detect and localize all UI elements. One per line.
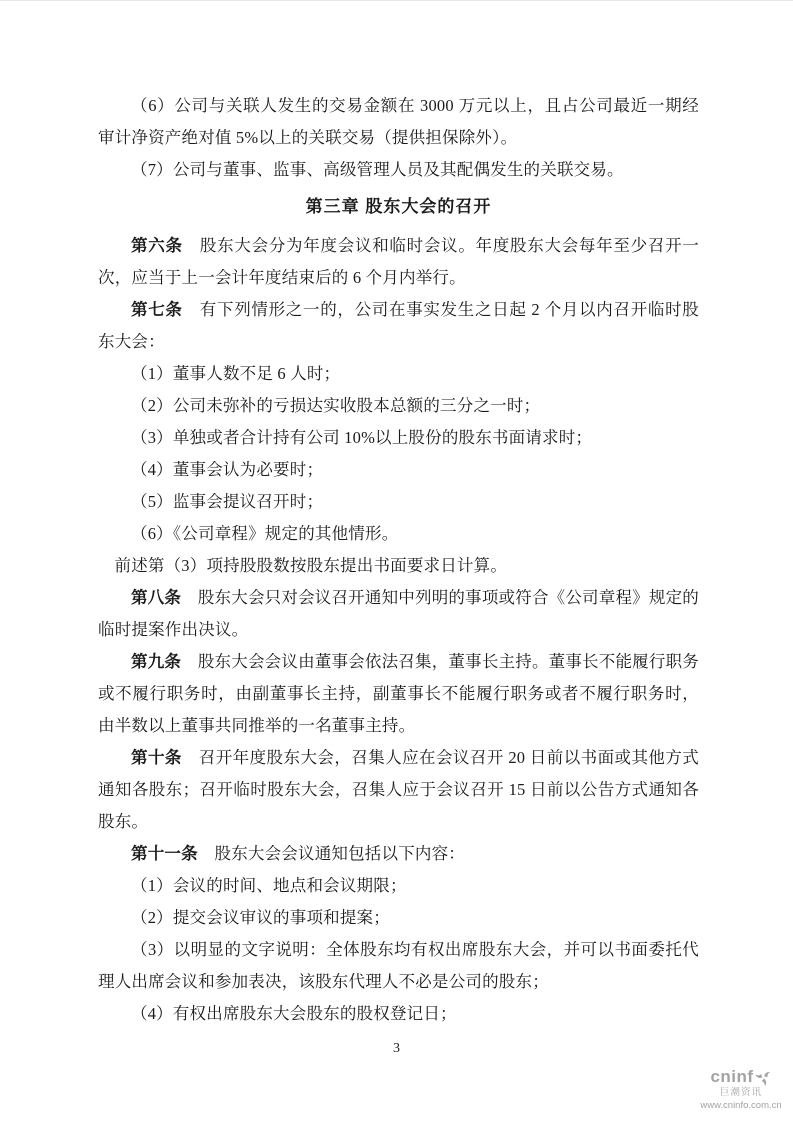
text-run: 股东大会会议通知包括以下内容：: [197, 844, 466, 863]
text-run: （3）单独或者合计持有公司 10%以上股份的股东书面请求时；: [131, 428, 593, 447]
page-number: 3: [393, 1041, 400, 1056]
cninfo-watermark: [693, 1068, 789, 1111]
body-paragraph: [98, 154, 699, 186]
article-paragraph: [98, 230, 699, 294]
cninfo-logo: [710, 1068, 771, 1087]
text-run: （6）《公司章程》规定的其他情形。: [131, 524, 399, 543]
body-paragraph: [98, 486, 699, 518]
body-paragraph: [98, 870, 699, 902]
body-paragraph: [98, 550, 699, 582]
text-run: （3）以明显的文字说明：全体股东均有权出席股东大会，并可以书面委托代理人出席会议和参加表决，该股东代理人不必是公司的股东；: [98, 940, 699, 991]
text-run: （5）监事会提议召开时；: [131, 492, 324, 511]
article-paragraph: [98, 294, 699, 358]
body-paragraph: [98, 902, 699, 934]
body-paragraph: [98, 998, 699, 1030]
text-run: （7）公司与董事、监事、高级管理人员及其配偶发生的关联交易。: [131, 160, 624, 179]
article-number: 第十条: [131, 749, 182, 767]
text-run: （2）提交会议审议的事项和提案；: [131, 908, 390, 927]
text-run: （4）有权出席股东大会股东的股权登记日；: [131, 1004, 457, 1023]
article-number: 第六条: [131, 237, 183, 255]
article-paragraph: [98, 742, 699, 838]
text-run: 股东大会会议由董事会依法召集，董事长主持。董事长不能履行职务或不履行职务时，由副董事长主持，副董事长不能履行职务或者不履行职务时，由半数以上董事共同推举的一名董事主持。: [98, 652, 699, 735]
cninfo-chinese-name: 巨潮资讯: [719, 1087, 762, 1099]
text-run: （2）公司未弥补的亏损达实收股本总额的三分之一时；: [131, 396, 541, 415]
text-run: 第三章 股东大会的召开: [305, 197, 492, 216]
cninfo-brand-text: cninf: [710, 1067, 754, 1087]
text-run: （6）公司与关联人发生的交易金额在 3000 万元以上，且占公司最近一期经审计净资产绝对值 5%以上的关联交易（提供担保除外）。: [98, 96, 699, 147]
article-number: 第八条: [131, 589, 182, 607]
body-paragraph: [98, 422, 699, 454]
body-paragraph: [98, 934, 699, 998]
article-number: 第七条: [131, 301, 183, 319]
cninfo-url: www.cninfo.com.cn: [700, 1099, 782, 1111]
body-paragraph: [98, 390, 699, 422]
text-run: （4）董事会认为必要时；: [131, 460, 324, 479]
body-paragraph: [98, 90, 699, 154]
article-number: 第九条: [131, 653, 182, 671]
text-run: （1）董事人数不足 6 人时；: [131, 364, 341, 383]
text-run: （1）会议的时间、地点和会议期限；: [131, 876, 407, 895]
body-paragraph: [98, 454, 699, 486]
article-number: 第十一条: [131, 845, 198, 863]
document-body: [98, 90, 699, 1030]
text-run: 股东大会分为年度会议和临时会议。年度股东大会每年至少召开一次，应当于上一会计年度结束后的 6 个月内举行。: [98, 236, 699, 287]
body-paragraph: [98, 358, 699, 390]
article-paragraph: [98, 838, 699, 870]
article-paragraph: [98, 646, 699, 742]
chapter-heading: [98, 191, 699, 223]
body-paragraph: [98, 518, 699, 550]
article-paragraph: [98, 582, 699, 646]
text-run: 前述第（3）项持股股数按股东提出书面要求日计算。: [114, 556, 508, 575]
text-run: 股东大会只对会议召开通知中列明的事项或符合《公司章程》规定的临时提案作出决议。: [98, 588, 699, 639]
text-run: 召开年度股东大会，召集人应在会议召开 20 日前以书面或其他方式通知各股东；召开临时股东大会，召集人应于会议召开 15 日前以公告方式通知各股东。: [98, 748, 699, 831]
swirl-pinwheel-icon: [755, 1069, 772, 1086]
text-run: 有下列情形之一的，公司在事实发生之日起 2 个月以内召开临时股东大会：: [98, 300, 699, 351]
